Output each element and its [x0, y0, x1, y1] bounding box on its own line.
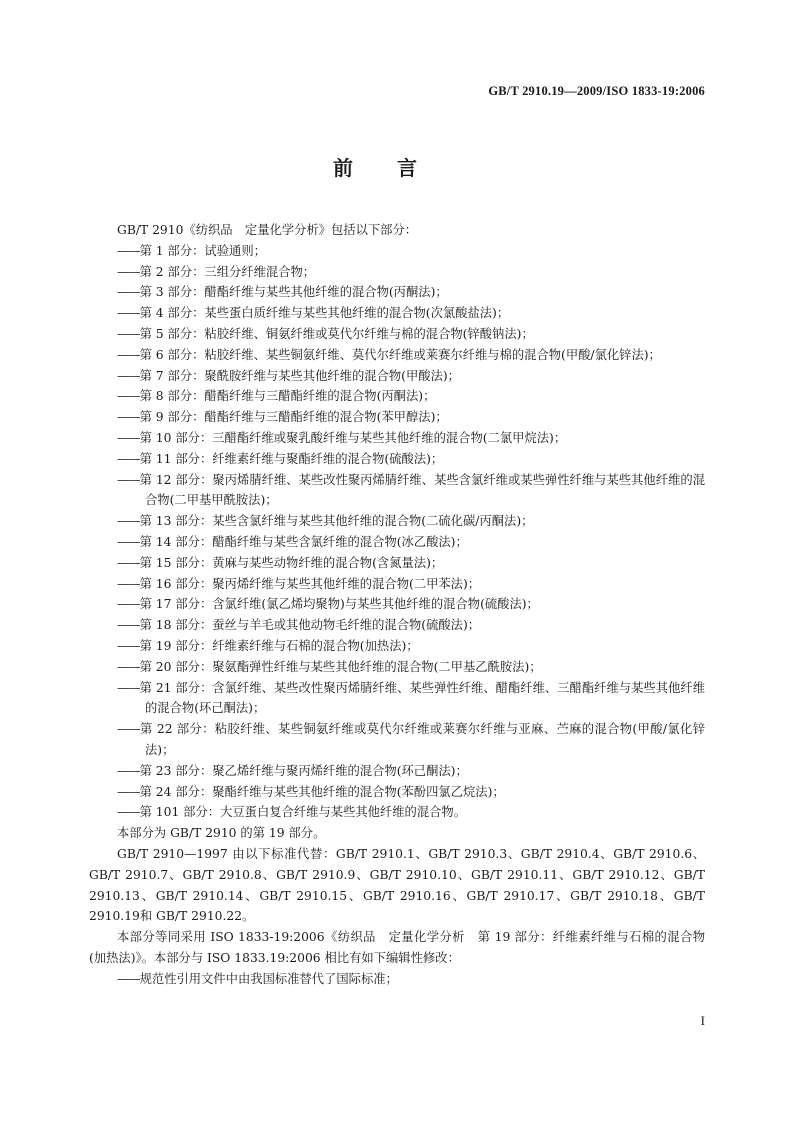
- dash-marker: ——: [117, 618, 140, 633]
- list-item: [89, 782, 705, 803]
- list-item: [89, 241, 705, 262]
- list-item-text: 第 3 部分：醋酯纤维与某些其他纤维的混合物(丙酮法)；: [139, 285, 448, 300]
- list-item: [89, 969, 705, 990]
- document-body: [89, 220, 705, 989]
- list-item-text: 第 10 部分：三醋酯纤维或聚乳酸纤维与某些其他纤维的混合物(二氯甲烷法)；: [139, 430, 567, 445]
- list-item: [89, 719, 705, 761]
- edit-list: [89, 969, 705, 990]
- parts-list: [89, 241, 705, 823]
- list-item-text: 第 6 部分：粘胶纤维、某些铜氨纤维、莫代尔纤维或莱赛尔纤维与棉的混合物(甲酸/氯化锌法)；: [139, 347, 661, 362]
- list-item: [89, 761, 705, 782]
- dash-marker: ——: [117, 722, 140, 737]
- list-item-text: 第 22 部分：粘胶纤维、某些铜氨纤维或莫代尔纤维或莱赛尔纤维与亚麻、苎麻的混合物(甲酸/氯化锌法)；: [139, 722, 705, 757]
- list-item: [89, 262, 705, 283]
- dash-marker: ——: [117, 514, 140, 529]
- list-item-text: 第 8 部分：醋酯纤维与三醋酯纤维的混合物(丙酮法)；: [139, 389, 436, 404]
- list-item: [89, 678, 705, 720]
- dash-marker: ——: [117, 430, 140, 445]
- list-item-text: 第 5 部分：粘胶纤维、铜氨纤维或莫代尔纤维与棉的混合物(锌酸钠法)；: [139, 326, 534, 341]
- part19-paragraph: 本部分为 GB/T 2910 的第 19 部分。: [117, 826, 326, 841]
- list-item: [89, 366, 705, 387]
- intro-paragraph: GB/T 2910《纺织品 定量化学分析》包括以下部分：: [117, 223, 418, 237]
- list-item: [89, 470, 705, 512]
- list-item: [89, 345, 705, 366]
- list-item-text: 第 9 部分：醋酯纤维与三醋酯纤维的混合物(苯甲醇法)；: [139, 410, 448, 425]
- list-item-text: 第 13 部分：某些含氯纤维与某些其他纤维的混合物(二硫化碳/丙酮法)；: [139, 514, 534, 529]
- list-item-text: 第 7 部分：聚酰胺纤维与某些其他纤维的混合物(甲酸法)；: [139, 368, 460, 383]
- list-item: [89, 532, 705, 553]
- list-item-text: 规范性引用文件中由我国标准替代了国际标准；: [139, 971, 398, 986]
- dash-marker: ——: [117, 389, 140, 404]
- dash-marker: ——: [117, 638, 140, 653]
- list-item-text: 第 18 部分：蚕丝与羊毛或其他动物毛纤维的混合物(硫酸法)；: [139, 618, 481, 633]
- dash-marker: ——: [117, 597, 140, 612]
- dash-marker: ——: [117, 285, 140, 300]
- dash-marker: ——: [117, 472, 140, 487]
- dash-marker: ——: [117, 763, 140, 778]
- dash-marker: ——: [117, 264, 140, 279]
- list-item: [89, 386, 705, 407]
- page-title: 前言: [333, 156, 461, 180]
- list-item-text: 第 15 部分：黄麻与某些动物纤维的混合物(含氮量法)；: [139, 555, 444, 570]
- list-item-text: 第 17 部分：含氯纤维(氯乙烯均聚物)与某些其他纤维的混合物(硫酸法)；: [139, 597, 539, 612]
- dash-marker: ——: [117, 659, 140, 674]
- list-item: [89, 657, 705, 678]
- list-item: [89, 574, 705, 595]
- dash-marker: ——: [117, 534, 140, 549]
- list-item-text: 第 21 部分：含氯纤维、某些改性聚丙烯腈纤维、某些弹性纤维、醋酯纤维、三醋酯纤维与某些其他纤维的混合物(环己酮法)；: [139, 680, 705, 716]
- list-item-text: 第 1 部分：试验通则；: [139, 243, 266, 258]
- list-item-text: 第 101 部分：大豆蛋白复合纤维与某些其他纤维的混合物。: [139, 805, 467, 820]
- replacement-paragraph: GB/T 2910—1997 由以下标准代替：GB/T 2910.1、GB/T 2910.3、GB/T 2910.4、GB/T 2910.6、GB/T 2910.7、GB/T 2910.8、GB/T 2910.9、GB/T 2910.10、GB/T 2910.11、GB/T 2910.12、GB/T 2910.13、GB/T 2910.14、GB/T 2910.15、GB/T 2910.16、GB/T 2910.17、GB/T 2910.18、GB/T 2910.19和 GB/T 2910.22。: [89, 846, 705, 924]
- list-item: [89, 303, 705, 324]
- list-item: [89, 324, 705, 345]
- dash-marker: ——: [117, 971, 140, 986]
- dash-marker: ——: [117, 805, 140, 820]
- list-item: [89, 553, 705, 574]
- dash-marker: ——: [117, 306, 140, 321]
- standard-code: GB/T 2910.19—2009/ISO 1833-19:2006: [488, 84, 705, 98]
- dash-marker: ——: [117, 347, 140, 362]
- list-item: [89, 449, 705, 470]
- list-item-text: 第 11 部分：纤维素纤维与聚酯纤维的混合物(硫酸法)；: [139, 451, 444, 466]
- dash-marker: ——: [117, 410, 140, 425]
- list-item: [89, 282, 705, 303]
- list-item-text: 第 23 部分：聚乙烯纤维与聚丙烯纤维的混合物(环己酮法)；: [139, 763, 468, 778]
- dash-marker: ——: [117, 243, 140, 258]
- list-item: [89, 594, 705, 615]
- list-item: [89, 636, 705, 657]
- list-item-text: 第 4 部分：某些蛋白质纤维与某些其他纤维的混合物(次氯酸盐法)；: [139, 306, 510, 321]
- dash-marker: ——: [117, 326, 140, 341]
- list-item-text: 第 12 部分：聚丙烯腈纤维、某些改性聚丙烯腈纤维、某些含氯纤维或某些弹性纤维与某些其他纤维的混合物(二甲基甲酰胺法)；: [139, 472, 705, 508]
- dash-marker: ——: [117, 784, 140, 799]
- list-item: [89, 407, 705, 428]
- page-number: I: [700, 1013, 705, 1028]
- dash-marker: ——: [117, 451, 140, 466]
- list-item: [89, 615, 705, 636]
- list-item-text: 第 14 部分：醋酯纤维与某些含氯纤维的混合物(冰乙酸法)；: [139, 534, 468, 549]
- dash-marker: ——: [117, 576, 140, 591]
- list-item: [89, 511, 705, 532]
- list-item-text: 第 24 部分：聚酯纤维与某些其他纤维的混合物(苯酚四氯乙烷法)；: [139, 784, 505, 799]
- dash-marker: ——: [117, 555, 140, 570]
- list-item: [89, 428, 705, 449]
- dash-marker: ——: [117, 368, 140, 383]
- list-item-text: 第 16 部分：聚丙烯纤维与某些其他纤维的混合物(二甲苯法)；: [139, 576, 481, 591]
- list-item-text: 第 20 部分：聚氨酯弹性纤维与某些其他纤维的混合物(二甲基乙酰胺法)；: [139, 659, 542, 674]
- dash-marker: ——: [117, 680, 140, 695]
- list-item: [89, 802, 705, 823]
- adoption-paragraph: 本部分等同采用 ISO 1833-19:2006《纺织品 定量化学分析 第 19 部分：纤维素纤维与石棉的混合物(加热法)》。本部分与 ISO 1833.19:2006 相比有如下编辑性修改：: [89, 930, 705, 965]
- list-item-text: 第 19 部分：纤维素纤维与石棉的混合物(加热法)；: [139, 638, 419, 653]
- list-item-text: 第 2 部分：三组分纤维混合物；: [139, 264, 316, 279]
